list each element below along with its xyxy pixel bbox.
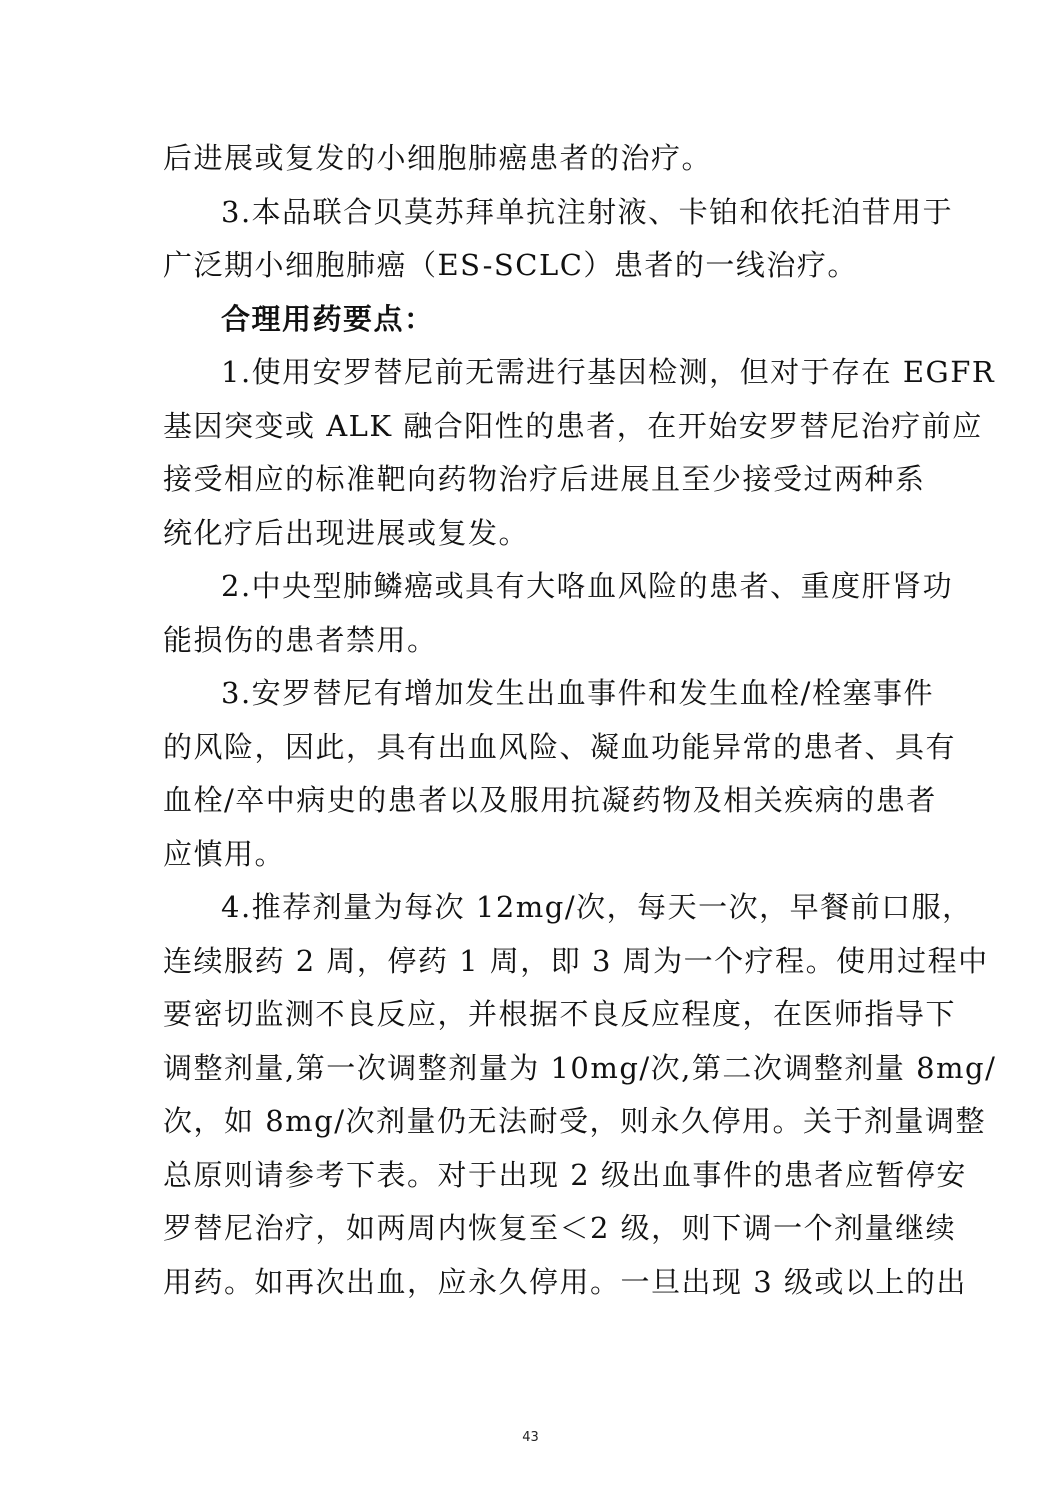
text-line: 基因突变或 ALK 融合阳性的患者，在开始安罗替尼治疗前应 <box>163 408 983 443</box>
text-line: 血栓/卒中病史的患者以及服用抗凝药物及相关疾病的患者 <box>163 783 937 817</box>
text-line: 4.推荐剂量为每次 12mg/次，每天一次，早餐前口服， <box>221 890 973 924</box>
text-line: 广泛期小细胞肺癌（ES-SCLC）患者的一线治疗。 <box>163 248 858 282</box>
text-line: 3.本品联合贝莫苏拜单抗注射液、卡铂和依托泊苷用于 <box>221 194 954 229</box>
text-line: 要密切监测不良反应，并根据不良反应程度，在医师指导下 <box>163 997 957 1031</box>
text-line: 用药。如再次出血，应永久停用。一旦出现 3 级或以上的出 <box>163 1264 967 1299</box>
text-line: 2.中央型肺鳞癌或具有大咯血风险的患者、重度肝肾功 <box>221 569 954 603</box>
text-line: 接受相应的标准靶向药物治疗后进展且至少接受过两种系 <box>163 462 926 496</box>
text-line: 连续服药 2 周，停药 1 周，即 3 周为一个疗程。使用过程中 <box>163 943 989 978</box>
text-line: 罗替尼治疗，如两周内恢复至＜2 级，则下调一个剂量继续 <box>163 1211 957 1245</box>
section-heading: 合理用药要点： <box>221 301 435 336</box>
text-line: 1.使用安罗替尼前无需进行基因检测，但对于存在 EGFR <box>221 355 996 389</box>
body-text <box>163 132 997 1309</box>
text-line: 后进展或复发的小细胞肺癌患者的治疗。 <box>163 141 713 175</box>
text-line: 的风险，因此，具有出血风险、凝血功能异常的患者、具有 <box>163 729 957 764</box>
text-line: 统化疗后出现进展或复发。 <box>163 515 530 550</box>
text-line: 总原则请参考下表。对于出现 2 级出血事件的患者应暂停安 <box>163 1157 967 1192</box>
text-line: 能损伤的患者禁用。 <box>163 622 438 657</box>
text-line: 3.安罗替尼有增加发生出血事件和发生血栓/栓塞事件 <box>221 676 934 710</box>
text-line: 次，如 8mg/次剂量仍无法耐受，则永久停用。关于剂量调整 <box>163 1104 987 1138</box>
page-number: 43 <box>522 1430 539 1445</box>
text-line: 调整剂量,第一次调整剂量为 10mg/次,第二次调整剂量 8mg/ <box>163 1050 997 1085</box>
text-line: 应慎用。 <box>163 836 286 871</box>
